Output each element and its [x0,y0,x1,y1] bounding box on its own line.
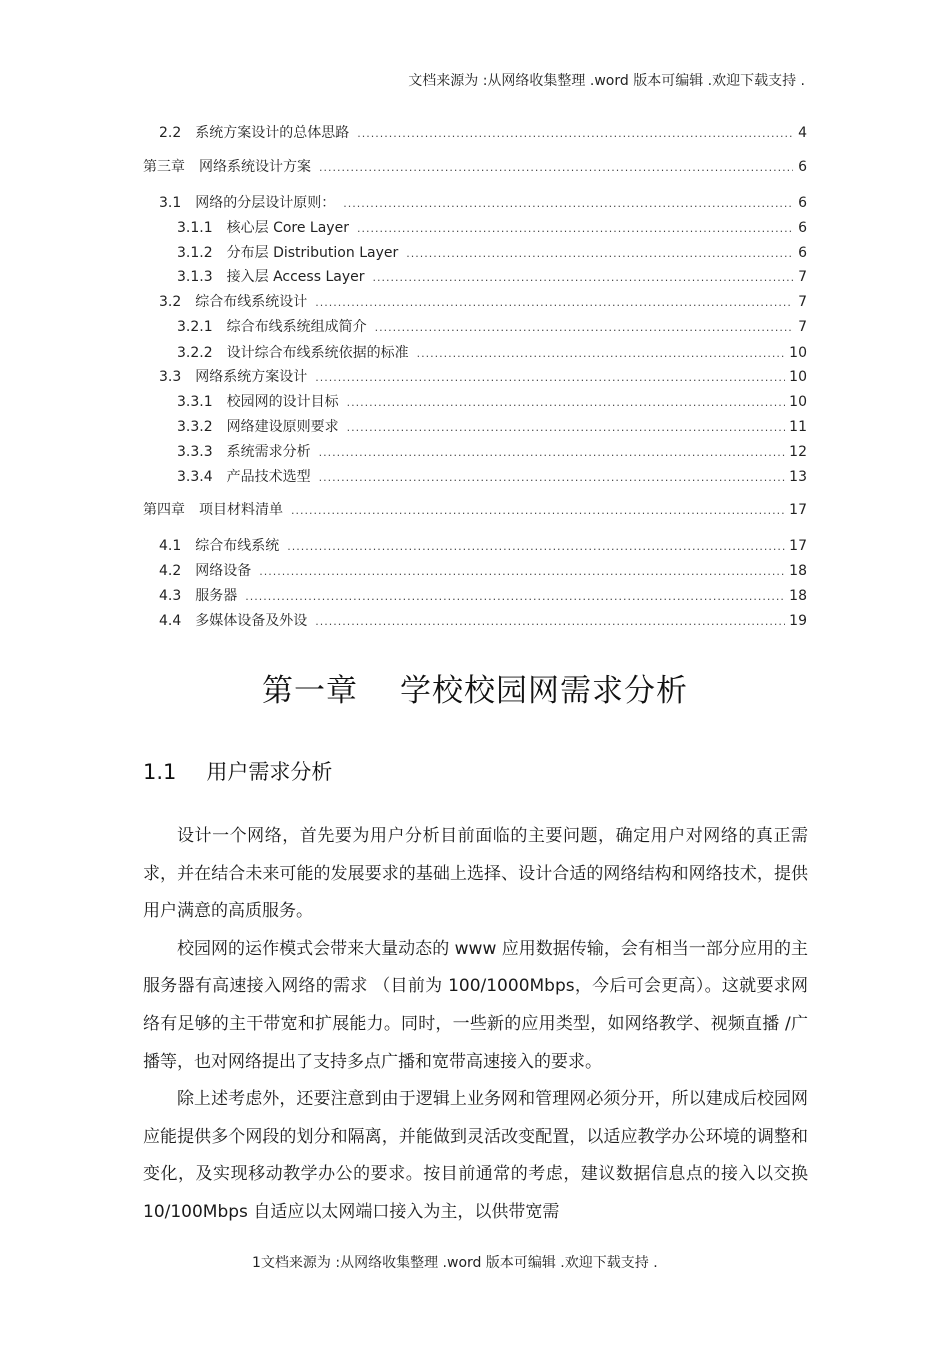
chapter-title: 学校校园网需求分析 [400,673,688,709]
toc-page: 11 [789,419,807,435]
toc-number: 3.1.3 [177,269,213,285]
toc-number: 3.1.2 [177,245,213,261]
toc-number: 第三章 [143,159,185,175]
toc-entry[interactable] [159,610,807,630]
toc-entry[interactable] [159,585,807,605]
toc-number: 3.3.4 [177,469,213,485]
toc-leader [373,271,794,284]
toc-page: 17 [789,502,807,518]
toc-entry[interactable] [177,217,807,237]
toc-number: 3.3.2 [177,419,213,435]
toc-number: 2.2 [159,125,182,141]
toc-leader [343,197,793,210]
toc-page: 10 [789,345,807,361]
section-number: 1.1 [143,760,177,784]
toc-page: 6 [798,245,807,261]
toc-title: 网络设备 [195,563,252,579]
toc-leader [315,296,793,309]
toc-page: 13 [789,469,807,485]
toc-title: 系统需求分析 [226,444,311,460]
toc-leader [319,471,786,484]
toc-title: 网络的分层设计原则： [195,195,336,211]
toc-title: 网络系统设计方案 [199,159,311,175]
toc-entry[interactable] [177,441,807,461]
toc-leader [315,615,785,628]
toc-page: 6 [798,220,807,236]
toc-entry[interactable] [143,156,807,176]
paragraph: 设计一个网络，首先要为用户分析目前面临的主要问题，确定用户对网络的真正需求，并在结合未来可能的发展要求的基础上选择、设计合适的网络结构和网络技术，提供用户满意的高质服务。 [143,826,808,922]
toc-number: 3.2.1 [177,319,213,335]
toc-page: 4 [798,125,807,141]
toc-entry[interactable] [159,366,807,386]
toc-entry[interactable] [177,466,807,486]
toc-leader [291,504,785,517]
toc-entry[interactable] [177,391,807,411]
toc-leader [406,247,793,260]
toc-page: 6 [798,195,807,211]
paragraph: 校园网的运作模式会带来大量动态的 www 应用数据传输，会有相当一部分应用的主服务器有高速接入网络的需求 （目前为 100/1000Mbps，今后可会更高）。这就要求网络有足够的主干带宽和扩展能力。同时，一些新的应用类型，如网络教学、视频直播 /广播等，也对网络提出了支持多点广播和宽带高速接入的要求。 [143,938,808,1072]
toc-title: 核心层 Core Layer [226,220,349,236]
chapter-label: 第一章 [262,673,358,709]
toc-leader [347,396,786,409]
paragraph: 除上述考虑外，还要注意到由于逻辑上业务网和管理网必须分开，所以建成后校园网应能提供多个网段的划分和隔离，并能做到灵活改变配置，以适应教学办公环境的调整和变化，及实现移动教学办公的要求。按目前通常的考虑，建议数据信息点的接入以交换 10/100Mbps 自适应以太网端口接入为主，以供带宽需 [143,1089,808,1222]
section-heading [143,756,332,786]
toc-number: 4.2 [159,563,182,579]
toc-title: 项目材料清单 [199,502,283,518]
toc-leader [315,371,785,384]
toc-entry[interactable] [177,242,807,262]
chapter-heading [0,665,950,710]
toc-title: 综合布线系统 [195,538,280,554]
toc-page: 19 [789,613,807,629]
toc-page: 7 [798,319,807,335]
toc-title: 设计综合布线系统依据的标准 [226,345,409,361]
toc-number: 3.3.1 [177,394,213,410]
toc-entry[interactable] [177,316,807,336]
toc-leader [287,540,785,553]
toc-entry[interactable] [159,192,807,212]
toc-number: 4.3 [159,588,182,604]
toc-page: 7 [798,269,807,285]
toc-title: 系统方案设计的总体思路 [195,125,350,141]
toc-entry[interactable] [159,560,807,580]
toc-title: 网络建设原则要求 [226,419,339,435]
toc-number: 第四章 [143,502,185,518]
toc-entry[interactable] [159,535,807,555]
toc-leader [245,590,785,603]
toc-page: 10 [789,394,807,410]
toc-entry[interactable] [159,122,807,142]
toc-leader [259,565,785,578]
toc-number: 3.2.2 [177,345,213,361]
toc-number: 3.1.1 [177,220,213,236]
toc-page: 6 [798,159,807,175]
toc-leader [357,127,793,140]
toc-number: 3.2 [159,294,182,310]
toc-leader [319,446,786,459]
toc-entry[interactable] [159,291,807,311]
toc-title: 产品技术选型 [226,469,311,485]
toc-page: 12 [789,444,807,460]
toc-title: 多媒体设备及外设 [195,613,308,629]
toc-number: 4.4 [159,613,182,629]
toc-title: 网络系统方案设计 [195,369,308,385]
toc-title: 校园网的设计目标 [226,394,339,410]
toc-number: 3.3.3 [177,444,213,460]
page-header: 文档来源为 :从网络收集整理 .word 版本可编辑 .欢迎下载支持 . [408,73,805,89]
toc-title: 分布层 Distribution Layer [226,245,399,261]
toc-entry[interactable] [177,416,807,436]
footer-text: 文档来源为 :从网络收集整理 .word 版本可编辑 .欢迎下载支持 . [260,1255,658,1271]
toc-leader [375,321,793,334]
toc-title: 服务器 [195,588,238,604]
toc-page: 17 [789,538,807,554]
toc-leader [417,347,786,360]
toc-number: 3.1 [159,195,182,211]
toc-number: 4.1 [159,538,182,554]
toc-title: 接入层 Access Layer [226,269,365,285]
toc-page: 18 [789,588,807,604]
toc-leader [357,222,793,235]
toc-number: 3.3 [159,369,182,385]
toc-title: 综合布线系统设计 [195,294,308,310]
toc-entry[interactable] [177,342,807,362]
toc-entry[interactable] [143,499,807,519]
toc-leader [347,421,786,434]
body-text [143,818,808,1232]
page-number: 1 [252,1255,261,1271]
toc-page: 7 [798,294,807,310]
toc-leader [319,161,793,174]
toc-entry[interactable] [177,266,807,286]
section-title: 用户需求分析 [206,760,333,784]
toc-title: 综合布线系统组成简介 [226,319,367,335]
toc-page: 18 [789,563,807,579]
toc-page: 10 [789,369,807,385]
page-footer [252,1252,658,1272]
